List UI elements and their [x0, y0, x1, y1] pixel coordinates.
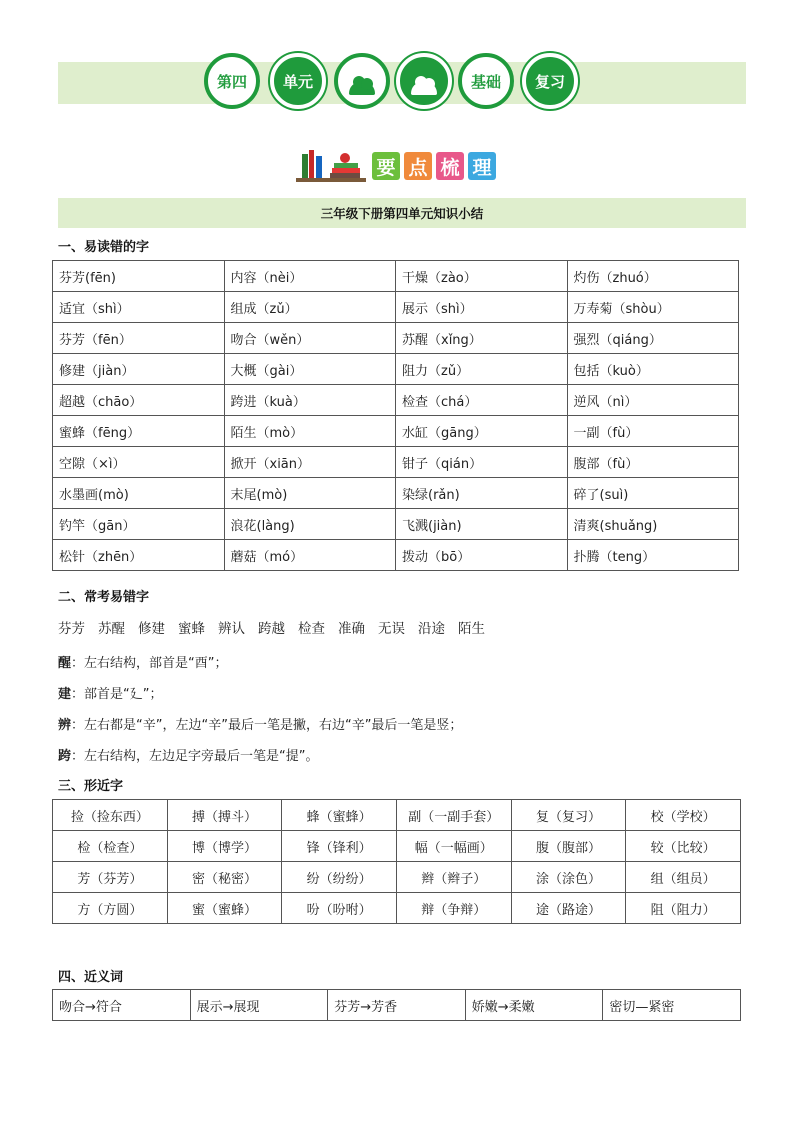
table-cell: 校（学校） — [626, 800, 741, 831]
table-cell: 阻（阻力） — [626, 893, 741, 924]
table-cell: 涂（涂色） — [511, 862, 626, 893]
table-row — [53, 540, 739, 571]
section-heading-2: 二、常考易错字 — [58, 590, 150, 605]
table-cell: 飞溅(jiàn) — [396, 509, 568, 540]
note-line-3 — [58, 714, 462, 733]
badge-basic — [458, 53, 514, 109]
section-heading-1: 一、易读错的字 — [58, 240, 150, 255]
table-cell: 组成（zǔ） — [224, 292, 396, 323]
word-item: 芬芳 — [58, 621, 85, 637]
note-text: ：左右结构，左边足字旁最后一笔是“提”。 — [71, 749, 319, 764]
table-cell: 吻合（wěn） — [224, 323, 396, 354]
table-cell: 捡（捡东西） — [53, 800, 168, 831]
table-cell: 密切—紧密 — [603, 990, 741, 1021]
title-tile: 点 — [404, 152, 432, 180]
books-icon — [296, 148, 366, 182]
badge-text: 基础 — [470, 72, 501, 91]
table-cell: 辩（争辩） — [396, 893, 511, 924]
table-row — [53, 831, 741, 862]
table-cell: 拨动（bō） — [396, 540, 568, 571]
note-head: 醒 — [58, 656, 72, 671]
table-cell: 大概（gài） — [224, 354, 396, 385]
table-cell: 钓竿（gān） — [53, 509, 225, 540]
key-points-title — [372, 152, 496, 180]
table-cell: 浪花(làng) — [224, 509, 396, 540]
table-cell: 展示（shì） — [396, 292, 568, 323]
table-row — [53, 478, 739, 509]
word-item: 沿途 — [418, 621, 445, 637]
word-item: 无误 — [378, 621, 405, 637]
title-tile: 理 — [468, 152, 496, 180]
table-cell: 复（复习） — [511, 800, 626, 831]
table-cell: 扑腾（teng） — [567, 540, 739, 571]
table-cell: 副（一副手套） — [396, 800, 511, 831]
table-cell: 水墨画(mò) — [53, 478, 225, 509]
table-cell: 末尾(mò) — [224, 478, 396, 509]
word-item: 陌生 — [458, 621, 485, 637]
table-row — [53, 862, 741, 893]
note-head: 跨 — [58, 749, 72, 764]
table-row — [53, 509, 739, 540]
note-head: 辨 — [58, 718, 72, 733]
table-cell: 腹（腹部） — [511, 831, 626, 862]
table-cell: 松针（zhēn） — [53, 540, 225, 571]
table-cell: 芬芳→芳香 — [328, 990, 466, 1021]
word-item: 苏醒 — [98, 621, 125, 637]
table-cell: 水缸（gāng） — [396, 416, 568, 447]
similar-characters-table — [52, 799, 741, 924]
word-item: 跨越 — [258, 621, 285, 637]
section-heading-4: 四、近义词 — [58, 970, 124, 985]
table-cell: 包括（kuò） — [567, 354, 739, 385]
table-row — [53, 893, 741, 924]
table-cell: 检（检查） — [53, 831, 168, 862]
table-cell: 适宜（shì） — [53, 292, 225, 323]
badge-review — [522, 53, 578, 109]
table-row — [53, 323, 739, 354]
table-row — [53, 990, 741, 1021]
table-cell: 蜜蜂（fēng） — [53, 416, 225, 447]
note-text: ：左右结构，部首是“酉”； — [71, 656, 228, 671]
synonyms-table — [52, 989, 741, 1021]
error-prone-words — [58, 617, 485, 637]
table-cell: 腹部（fù） — [567, 447, 739, 478]
table-row — [53, 416, 739, 447]
table-cell: 万寿菊（shòu） — [567, 292, 739, 323]
table-cell: 掀开（xiān） — [224, 447, 396, 478]
title-tile: 梳 — [436, 152, 464, 180]
table-row — [53, 292, 739, 323]
table-cell: 一副（fù） — [567, 416, 739, 447]
badge-text: 单元 — [282, 72, 313, 91]
table-cell: 纷（纷纷） — [282, 862, 397, 893]
cloud-icon — [411, 82, 437, 95]
badge-cloud-1 — [334, 53, 390, 109]
badge-unit-number — [204, 53, 260, 109]
table-cell: 苏醒（xǐng） — [396, 323, 568, 354]
table-cell: 修建（jiàn） — [53, 354, 225, 385]
table-cell: 蜜（蜜蜂） — [167, 893, 282, 924]
note-line-4 — [58, 745, 319, 764]
table-row — [53, 354, 739, 385]
table-cell: 空隙（×ì） — [53, 447, 225, 478]
table-cell: 染绿(rǎn) — [396, 478, 568, 509]
note-text: ：左右都是“辛”，左边“辛”最后一笔是撇，右边“辛”最后一笔是竖； — [71, 718, 463, 733]
table-cell: 博（博学） — [167, 831, 282, 862]
badge-text: 第四 — [216, 72, 247, 91]
word-item: 准确 — [338, 621, 365, 637]
table-cell: 钳子（qián） — [396, 447, 568, 478]
table-cell: 展示→展现 — [190, 990, 328, 1021]
table-cell: 碎了(suì) — [567, 478, 739, 509]
table-cell: 干燥（zào） — [396, 261, 568, 292]
table-cell: 吻合→符合 — [53, 990, 191, 1021]
table-cell: 方（方圆） — [53, 893, 168, 924]
word-item: 检查 — [298, 621, 325, 637]
table-cell: 密（秘密） — [167, 862, 282, 893]
badge-text: 复习 — [534, 72, 565, 91]
table-cell: 吩（吩咐） — [282, 893, 397, 924]
misread-characters-table — [52, 260, 739, 571]
table-cell: 超越（chāo） — [53, 385, 225, 416]
table-cell: 娇嫩→柔嫩 — [465, 990, 603, 1021]
table-cell: 蘑菇（mó） — [224, 540, 396, 571]
table-cell: 检查（chá） — [396, 385, 568, 416]
table-cell: 锋（锋利） — [282, 831, 397, 862]
table-row — [53, 261, 739, 292]
table-cell: 组（组员） — [626, 862, 741, 893]
cloud-icon — [349, 82, 375, 95]
table-cell: 灼伤（zhuó） — [567, 261, 739, 292]
table-row — [53, 800, 741, 831]
note-line-2 — [58, 683, 163, 702]
table-cell: 芬芳(fēn) — [53, 261, 225, 292]
table-cell: 蜂（蜜蜂） — [282, 800, 397, 831]
badge-unit — [270, 53, 326, 109]
table-cell: 芳（芬芳） — [53, 862, 168, 893]
word-item: 蜜蜂 — [178, 621, 205, 637]
table-cell: 芬芳（fēn） — [53, 323, 225, 354]
table-row — [53, 447, 739, 478]
subtitle-bar: 三年级下册第四单元知识小结 — [58, 198, 746, 228]
table-cell: 清爽(shuǎng) — [567, 509, 739, 540]
table-cell: 辫（辫子） — [396, 862, 511, 893]
note-text: ：部首是“廴”； — [71, 687, 163, 702]
section-heading-3: 三、形近字 — [58, 779, 124, 794]
table-cell: 较（比较） — [626, 831, 741, 862]
note-line-1 — [58, 652, 228, 671]
note-head: 建 — [58, 687, 72, 702]
word-item: 辨认 — [218, 621, 245, 637]
table-cell: 阻力（zǔ） — [396, 354, 568, 385]
badge-cloud-2 — [396, 53, 452, 109]
word-item: 修建 — [138, 621, 165, 637]
table-row — [53, 385, 739, 416]
table-cell: 搏（搏斗） — [167, 800, 282, 831]
table-cell: 跨进（kuà） — [224, 385, 396, 416]
table-cell: 逆风（nì） — [567, 385, 739, 416]
table-cell: 途（路途） — [511, 893, 626, 924]
title-tile: 要 — [372, 152, 400, 180]
table-cell: 内容（nèi） — [224, 261, 396, 292]
table-cell: 幅（一幅画） — [396, 831, 511, 862]
table-cell: 强烈（qiáng） — [567, 323, 739, 354]
table-cell: 陌生（mò） — [224, 416, 396, 447]
